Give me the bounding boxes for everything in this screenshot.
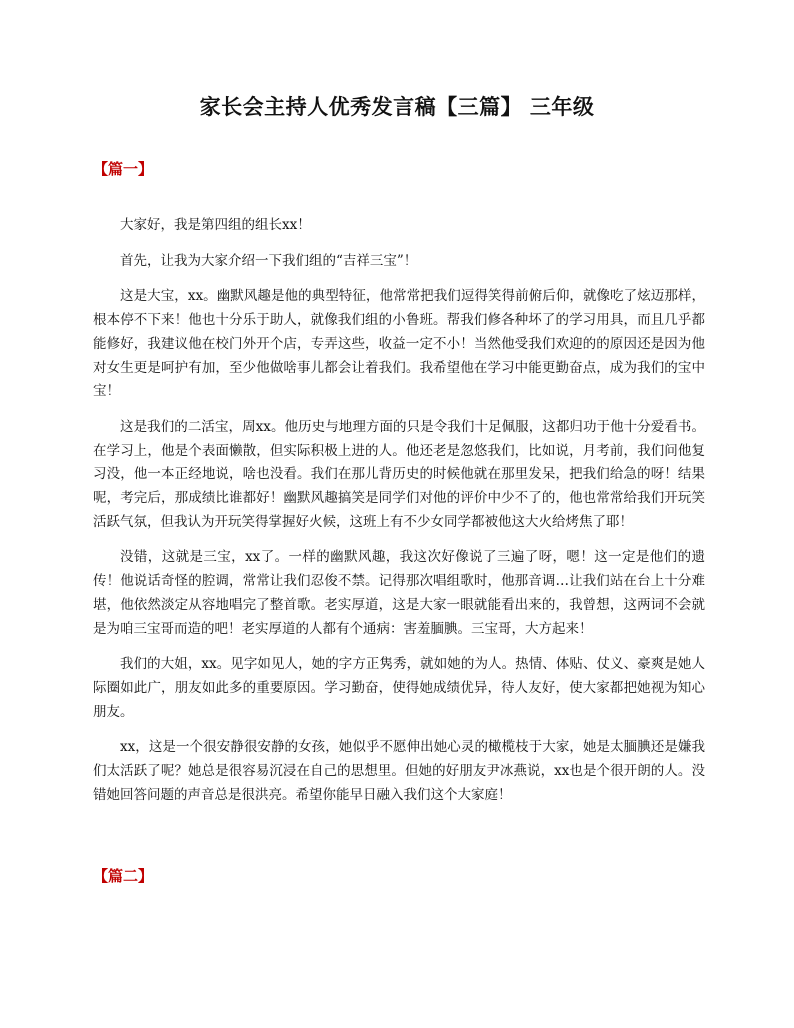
- paragraph-third-treasure: 没错，这就是三宝，xx了。一样的幽默风趣，我这次好像说了三遍了呀，嗯！这一定是他们的遗传！他说话奇怪的腔调，常常让我们忍俊不禁。记得那次唱组歌时，他那音调…让我们站在台上十分难堪，他依然淡定从容地唱完了整首歌。老实厚道，这是大家一眼就能看出来的，我曾想，这两词不会就是为咱三宝哥而造的吧！老实厚道的人都有个通病：害羞腼腆。三宝哥，大方起来！: [93, 549, 705, 637]
- section-one-body: [93, 214, 705, 819]
- section-one-label: 【篇一】: [93, 160, 154, 178]
- paragraph-quiet-girl: xx，这是一个很安静很安静的女孩，她似乎不愿伸出她心灵的橄榄枝于大家，她是太腼腆还是嫌我们太活跃了呢？她总是很容易沉浸在自己的思想里。但她的好朋友尹冰燕说，xx也是个很开朗的人。没错她回答问题的声音总是很洪亮。希望你能早日融入我们这个大家庭！: [93, 739, 705, 803]
- paragraph-second-treasure: 这是我们的二活宝，周xx。他历史与地理方面的只是令我们十足佩服，这都归功于他十分爱看书。在学习上，他是个表面懒散，但实际积极上进的人。他还老是忽悠我们，比如说，月考前，我们问他复习没，他一本正经地说，啥也没看。我们在那儿背历史的时候他就在那里发呆，把我们给急的呀！结果呢，考完后，那成绩比谁都好！幽默风趣搞笑是同学们对他的评价中少不了的，他也常常给我们开玩笑活跃气氛，但我认为开玩笑得掌握好火候，这班上有不少女同学都被他这大火给烤焦了耶！: [93, 418, 705, 530]
- paragraph-greeting: 大家好，我是第四组的组长xx！: [120, 217, 311, 233]
- section-two-label: 【篇二】: [93, 867, 154, 885]
- paragraph-first-treasure: 这是大宝，xx。幽默风趣是他的典型特征，他常常把我们逗得笑得前俯后仰，就像吃了炫迈那样，根本停不下来！他也十分乐于助人，就像我们组的小鲁班。帮我们修各种坏了的学习用具，而且几乎都能修好，我建议他在校门外开个店，专弄这些，收益一定不小！当然他受我们欢迎的的原因还是因为他对女生更是呵护有加，至少他做啥事儿都会让着我们。我希望他在学习中能更勤奋点，成为我们的宝中宝！: [93, 288, 705, 400]
- paragraph-intro: 首先，让我为大家介绍一下我们组的“吉祥三宝”！: [120, 252, 418, 269]
- document-title: 家长会主持人优秀发言稿【三篇】 三年级: [199, 94, 595, 119]
- paragraph-big-sister: 我们的大姐，xx。见字如见人，她的字方正隽秀，就如她的为人。热情、体贴、仗义、豪爽是她人际圈如此广，朋友如此多的重要原因。学习勤奋，使得她成绩优异，待人友好，使大家都把她视为知心朋友。: [93, 656, 705, 720]
